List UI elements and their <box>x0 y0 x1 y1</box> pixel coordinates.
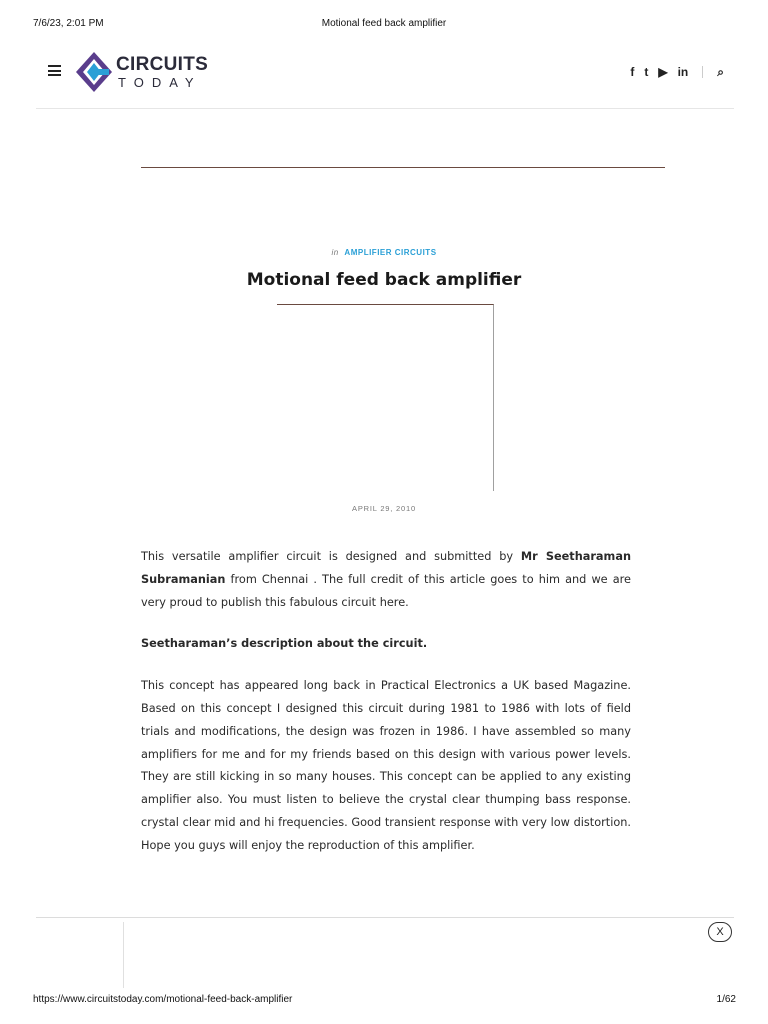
page-url: https://www.circuitstoday.com/motional-feed-back-amplifier <box>33 994 293 1005</box>
site-logo[interactable] <box>74 50 214 94</box>
linkedin-icon[interactable]: in <box>677 65 689 79</box>
print-header <box>0 18 768 32</box>
post-title: Motional feed back amplifier <box>246 270 522 290</box>
logo-mark-icon <box>74 50 114 94</box>
ad-frame-edge <box>123 922 124 988</box>
logo-text-bottom: TODAY <box>118 75 202 90</box>
article-body <box>141 546 631 877</box>
divider <box>702 66 703 78</box>
post-category <box>0 248 768 257</box>
close-ad-button[interactable]: X <box>708 922 732 942</box>
facebook-icon[interactable]: f <box>630 65 635 79</box>
intro-text-1: This versatile amplifier circuit is designed and submitted by <box>141 550 521 563</box>
print-page-title: Motional feed back amplifier <box>321 18 447 29</box>
logo-text-top: CIRCUITS <box>116 54 209 75</box>
category-prefix: in <box>331 248 339 257</box>
site-header <box>36 46 734 109</box>
page-number: 1/62 <box>716 994 736 1005</box>
section-heading: Seetharaman’s description about the circuit. <box>141 637 428 651</box>
ad-placeholder-rule <box>141 167 665 168</box>
footer-divider <box>36 917 734 918</box>
social-links <box>620 64 734 80</box>
print-timestamp: 7/6/23, 2:01 PM <box>33 18 104 29</box>
post-date: APRIL 29, 2010 <box>352 504 416 513</box>
youtube-icon[interactable]: ▶ <box>658 65 668 79</box>
intro-paragraph <box>141 546 631 614</box>
featured-image-placeholder <box>277 304 494 491</box>
author-name: Mr Seetharaman Subramanian <box>141 550 631 586</box>
body-paragraph: This concept has appeared long back in Practical Electronics a UK based Magazine. Based on this concept I designed this circuit during 1981 to 1986 with lots of field trials and modifications, the design was frozen in 1986. I have assembled so many amplifiers for me and for my friends based on this design with various power levels. They are still kicking in so many houses. This concept can be applied to any existing amplifier also. You must listen to believe the crystal clear thumping bass response. crystal clear mid and hi frequencies. Good transient response with very low distortion. Hope you guys will enjoy the reproduction of this amplifier. <box>141 679 631 852</box>
print-footer <box>0 994 768 1008</box>
twitter-icon[interactable]: t <box>644 65 649 79</box>
category-link[interactable]: AMPLIFIER CIRCUITS <box>344 248 437 257</box>
search-icon[interactable]: ⌕ <box>717 64 724 79</box>
intro-text-2: from Chennai . The full credit of this article goes to him and we are very proud to publish this fabulous circuit here. <box>141 572 631 609</box>
hamburger-menu-icon[interactable] <box>48 65 61 76</box>
